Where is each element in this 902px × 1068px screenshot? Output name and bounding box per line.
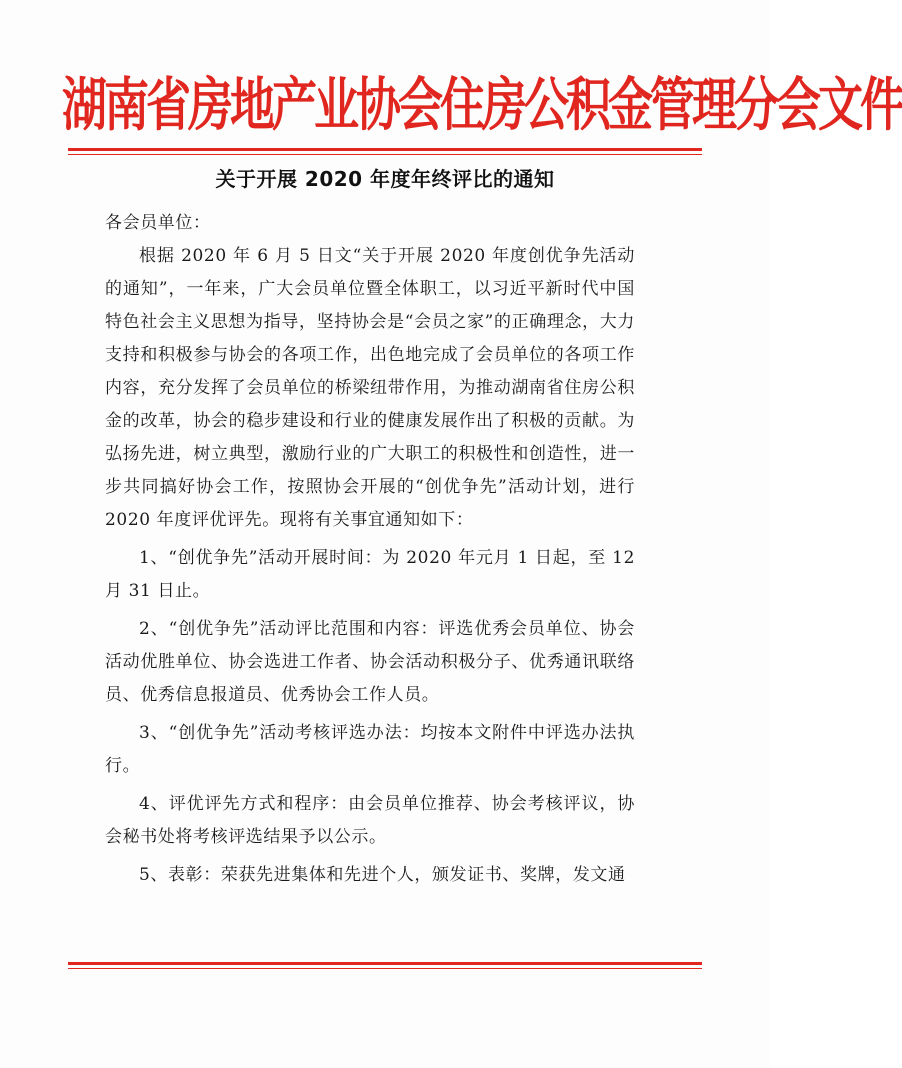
salutation: 各会员单位： bbox=[105, 213, 211, 233]
list-item-1: 1、“创优争先”活动开展时间：为 2020 年元月 1 日起，至 12 月 31 日止。 bbox=[105, 548, 635, 601]
document-body bbox=[105, 207, 635, 892]
list-item-2: 2、“创优争先”活动评比范围和内容：评选优秀会员单位、协会活动优胜单位、协会选进工作者、协会活动积极分子、优秀通讯联络员、优秀信息报道员、优秀协会工作人员。 bbox=[105, 619, 635, 705]
intro-paragraph: 根据 2020 年 6 月 5 日文“关于开展 2020 年度创优争先活动的通知”，一年来，广大会员单位暨全体职工，以习近平新时代中国特色社会主义思想为指导，坚持协会是“会员之家”的正确理念，大力支持和积极参与协会的各项工作，出色地完成了会员单位的各项工作内容，充分发挥了会员单位的桥梁纽带作用，为推动湖南省住房公积金的改革，协会的稳步建设和行业的健康发展作出了积极的贡献。为弘扬先进，树立典型，激励行业的广大职工的积极性和创造性，进一步共同搞好协会工作，按照协会开展的“创优争先”活动计划，进行 2020 年度评优评先。现将有关事宜通知如下： bbox=[105, 246, 635, 530]
footer-red-rule bbox=[68, 962, 702, 965]
list-item-4: 4、评优评先方式和程序：由会员单位推荐、协会考核评议，协会秘书处将考核评选结果予以公示。 bbox=[105, 794, 635, 847]
list-item-5: 5、表彰：荣获先进集体和先进个人，颁发证书、奖牌，发文通 bbox=[139, 865, 626, 885]
header-red-rule bbox=[68, 148, 702, 151]
org-header-title: 湖南省房地产业协会住房公积金管理分会文件 bbox=[62, 70, 902, 139]
document-title: 关于开展 2020 年度年终评比的通知 bbox=[215, 167, 555, 191]
list-item-3: 3、“创优争先”活动考核评选办法：均按本文附件中评选办法执行。 bbox=[105, 723, 635, 776]
